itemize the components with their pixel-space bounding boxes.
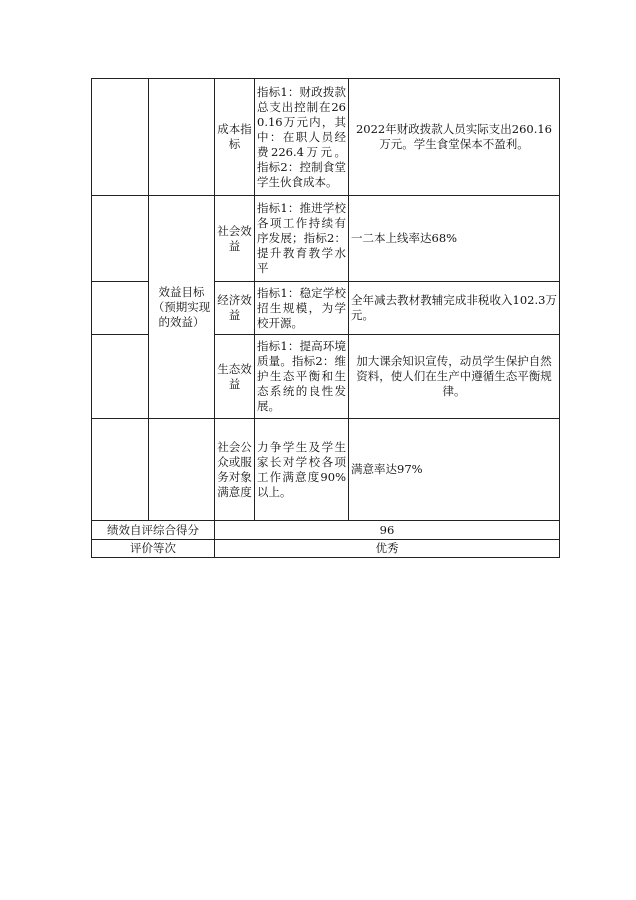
grade-label: 评价等次: [92, 540, 215, 558]
actual-cost: 2022年财政拨款人员实际支出260.16万元。学生食堂保本不盈利。: [349, 79, 560, 196]
grade-value: 优秀: [215, 540, 560, 558]
indicator-satisfaction: 力争学生及学生家长对学校各项工作满意度90%以上。: [255, 419, 349, 521]
table-row: [92, 540, 560, 558]
sub-category-satisfaction: 社会公众或服务对象满意度: [215, 419, 255, 521]
actual-economic: 全年减去教材教辅完成非税收入102.3万元。: [349, 282, 560, 335]
score-label: 绩效自评综合得分: [92, 521, 215, 540]
actual-social: 一二本上线率达68%: [349, 196, 560, 282]
table-row: [92, 79, 560, 196]
category-benefit: 效益目标（预期实现的效益）: [149, 196, 215, 419]
empty-cell: [92, 419, 149, 521]
empty-cell: [92, 282, 149, 335]
table-row: [92, 419, 560, 521]
indicator-cost: 指标1：财政拨款总支出控制在260.16万元内，其中：在职人员经费226.4万元。指标2：控制食堂学生伙食成本。: [255, 79, 349, 196]
empty-cell: [92, 196, 149, 282]
sub-category-eco: 生态效益: [215, 335, 255, 419]
indicator-eco: 指标1：提高环境质量。指标2：维护生态平衡和生态系统的良性发展。: [255, 335, 349, 419]
empty-cell: [149, 79, 215, 196]
empty-cell: [92, 335, 149, 419]
actual-satisfaction: 满意率达97%: [349, 419, 560, 521]
sub-category-social: 社会效益: [215, 196, 255, 282]
sub-category-economic: 经济效益: [215, 282, 255, 335]
indicator-social: 指标1：推进学校各项工作持续有序发展；指标2：提升教育教学水平: [255, 196, 349, 282]
score-value: 96: [215, 521, 560, 540]
table-row: [92, 521, 560, 540]
actual-eco: 加大课余知识宣传，动员学生保护自然资料，使人们在生产中遵循生态平衡规律。: [349, 335, 560, 419]
empty-cell: [92, 79, 149, 196]
empty-cell: [149, 419, 215, 521]
performance-table: [91, 78, 560, 558]
indicator-economic: 指标1：稳定学校招生规模，为学校开源。: [255, 282, 349, 335]
sub-category-cost: 成本指标: [215, 79, 255, 196]
table-row: [92, 196, 560, 282]
